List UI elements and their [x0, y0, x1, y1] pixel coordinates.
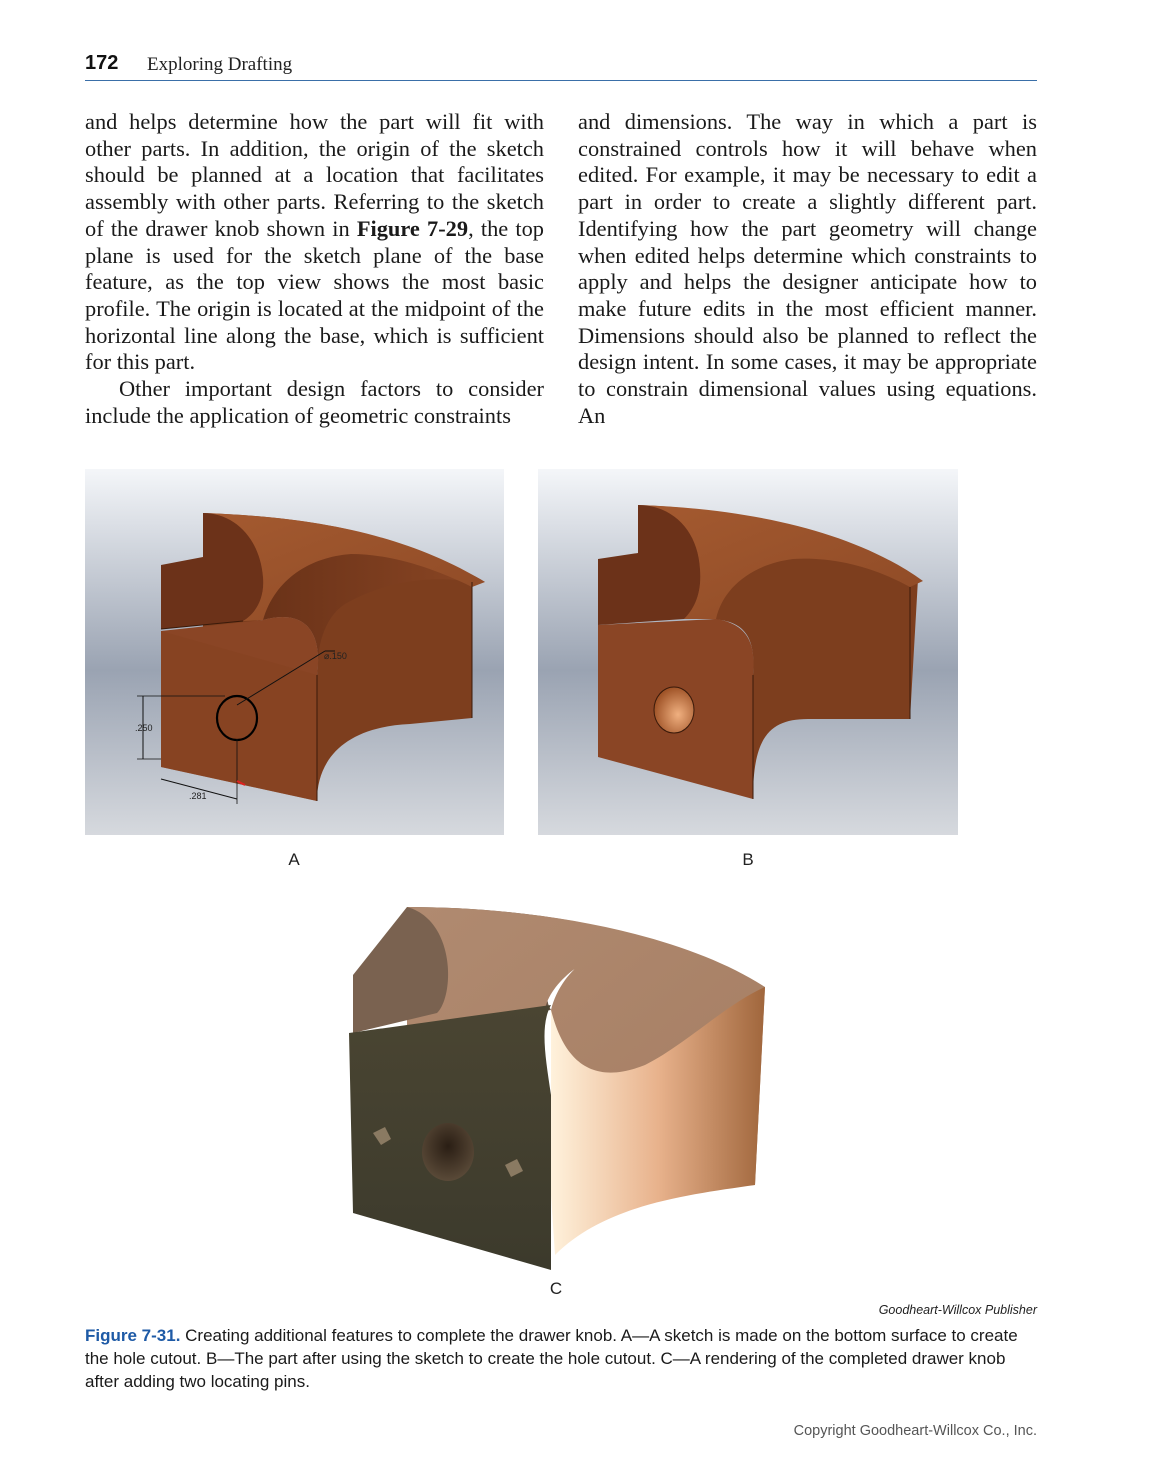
figure-panel-c	[345, 895, 775, 1275]
body-paragraph: and helps determine how the part will fit with other parts. In addition, the origin of the sketch should be planned at a location that facilitates assembly with other parts. Referring to the sketch of the drawer knob shown in Figure 7-29, the top plane is used for the sketch plane of the base feature, as the top view shows the most basic profile. The origin is located at the midpoint of the horizontal line along the base, which is sufficient for this part.	[85, 109, 544, 375]
figure-panel-b	[538, 469, 958, 835]
panel-label-b: B	[742, 850, 754, 869]
body-paragraph: Other important design factors to consider include the application of geometric constraints	[85, 376, 544, 428]
page-number: 172	[85, 52, 119, 74]
body-paragraph: and dimensions. The way in which a part is constrained controls how it will behave when edited. For example, it may be necessary to edit a part in order to create a slightly different part. Identifying how the part geometry will change when edited helps determine which constraints to apply and helps the designer anticipate how to make future edits in the most efficient manner. Dimensions should also be planned to reflect the design intent. In some cases, it may be appropriate to constrain dimensional values using equations. An	[578, 109, 1037, 428]
panel-label-a: A	[288, 850, 300, 869]
right-column	[578, 109, 1037, 429]
figure-label: Figure 7-31.	[85, 1326, 181, 1345]
left-column	[85, 109, 544, 429]
figure-panel-a	[85, 469, 504, 835]
running-title: Exploring Drafting	[147, 54, 293, 75]
horizontal-dimension: .281	[189, 791, 207, 801]
diameter-dimension: ⌀.150	[324, 651, 347, 661]
figure-caption	[85, 1324, 1037, 1393]
figure-credit: Goodheart-Willcox Publisher	[878, 1303, 1037, 1317]
vertical-dimension: .250	[135, 723, 153, 733]
caption-text: Creating additional features to complete the drawer knob. A—A sketch is made on the bottom surface to create the hole cutout. B—The part after using the sketch to create the hole cutout. C—A rendering of the completed drawer knob after adding two locating pins.	[85, 1326, 1018, 1391]
page-header	[85, 50, 1037, 81]
copyright-footer: Copyright Goodheart-Willcox Co., Inc.	[793, 1423, 1037, 1439]
panel-label-c: C	[549, 1279, 563, 1298]
figure-reference: Figure 7-29	[356, 215, 469, 241]
